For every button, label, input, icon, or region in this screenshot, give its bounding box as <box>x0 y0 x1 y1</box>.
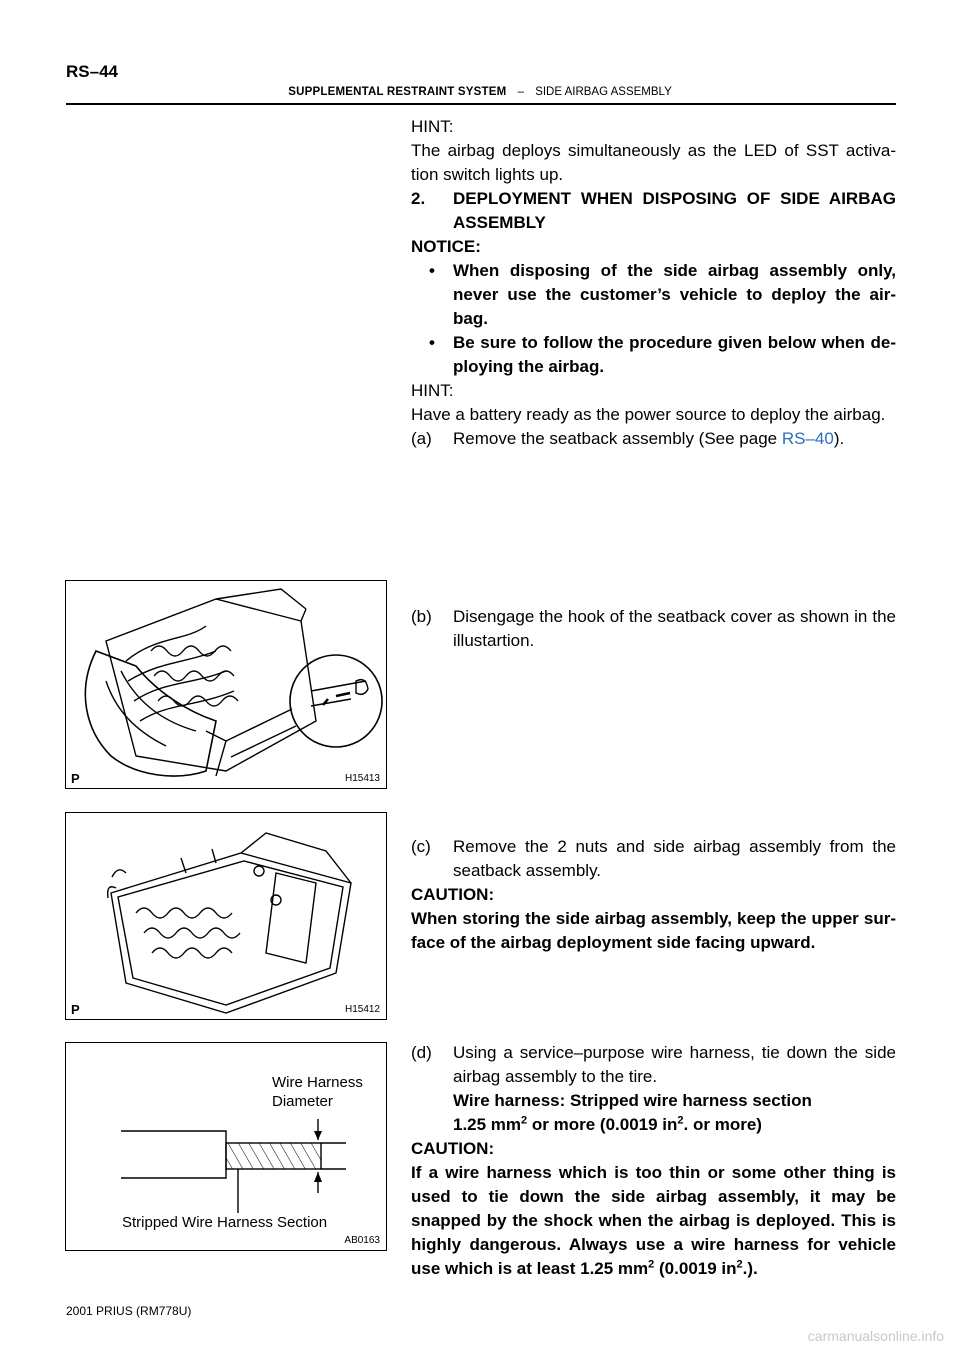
diameter-label-line2: Diameter <box>272 1093 333 1110</box>
intro-block <box>411 115 896 451</box>
caution-label: CAUTION: <box>411 1139 495 1158</box>
header-separator: – <box>517 86 524 98</box>
figure-code: H15413 <box>344 773 380 784</box>
figure-seatback-frame-nuts <box>65 812 387 1020</box>
step-d-body <box>453 1041 896 1137</box>
seatback-frame-illustration <box>66 813 386 1018</box>
spec-value: or more (0.0019 in <box>527 1115 678 1134</box>
notice-item-text: When disposing of the side airbag assembly only, never use the customer’s vehicle to deploy the air- bag. <box>453 261 896 328</box>
seatback-cover-illustration <box>66 581 386 787</box>
notice-item-text: Be sure to follow the procedure given below when de- ploying the airbag. <box>453 333 896 376</box>
step-b-number: (b) <box>411 607 432 626</box>
spec-line-1: Wire harness: Stripped wire harness section <box>453 1091 812 1110</box>
figure-code: AB0163 <box>344 1235 380 1246</box>
step-2 <box>411 187 896 235</box>
figure-seatback-cover-hook <box>65 580 387 789</box>
spec-value: 1.25 mm <box>453 1115 522 1134</box>
caution-text-part: (0.0019 in <box>654 1259 737 1278</box>
hint-label: HINT: <box>411 117 454 136</box>
section-title: SUPPLEMENTAL RESTRAINT SYSTEM <box>288 86 507 98</box>
header-rule <box>66 103 896 105</box>
diameter-label-line1: Wire Harness <box>272 1074 363 1091</box>
caution-sup: 2 <box>648 1258 655 1271</box>
notice-item-2 <box>411 331 896 379</box>
diameter-label <box>272 1073 363 1111</box>
spec-sup: 2 <box>677 1114 684 1127</box>
step-a-number: (a) <box>411 429 432 448</box>
notice-item-1 <box>411 259 896 331</box>
bullet-icon: • <box>429 333 435 352</box>
page-link-rs40[interactable]: RS–40 <box>781 429 834 448</box>
step-2-text: DEPLOYMENT WHEN DISPOSING OF SIDE AIRBAG ASSEMBLY <box>453 189 896 232</box>
caution-text-part: .). <box>742 1259 758 1278</box>
hint2-label: HINT: <box>411 381 454 400</box>
step-c-number: (c) <box>411 837 431 856</box>
page-number: RS–44 <box>66 62 118 81</box>
step-2-number: 2. <box>411 189 426 208</box>
step-c-text: Remove the 2 nuts and side airbag assembly from the seatback assembly. <box>453 837 896 880</box>
figure-wire-harness-section <box>65 1042 387 1251</box>
caution-label: CAUTION: <box>411 885 495 904</box>
caution-text-part: If a wire harness which is too thin or some other thing is used to tie down the side airbag assembly, it may be snapped by the shock when the airbag is deployed. This is highly dangerous. Always use a wire harness for vehicle use which is at least 1.25 mm <box>411 1163 896 1278</box>
caution-text: When storing the side airbag assembly, keep the upper sur- face of the airbag deployment side facing upward. <box>411 909 896 952</box>
step-c <box>411 835 896 955</box>
footer-model: 2001 PRIUS (RM778U) <box>66 1304 192 1318</box>
step-b-text: Disengage the hook of the seatback cover as shown in the illustartion. <box>453 607 896 650</box>
figure-marker: P <box>71 1002 80 1017</box>
step-a-end: ). <box>833 429 845 448</box>
caution-sup: 2 <box>736 1258 743 1271</box>
subsection-title: SIDE AIRBAG ASSEMBLY <box>535 86 672 98</box>
bullet-icon: • <box>429 261 435 280</box>
step-d-number: (d) <box>411 1043 432 1062</box>
spec-value: . or more) <box>683 1115 762 1134</box>
hint-text: The airbag deploys simultaneously as the LED of SST activa- tion switch lights up. <box>411 141 896 184</box>
notice-label: NOTICE: <box>411 237 481 256</box>
figure-marker: P <box>71 771 80 786</box>
step-d <box>411 1041 896 1281</box>
spec-line-2 <box>453 1113 896 1137</box>
step-d-text: Using a service–purpose wire harness, tie down the side airbag assembly to the tire. <box>453 1043 896 1086</box>
running-header <box>0 86 960 98</box>
step-a <box>411 427 896 451</box>
step-b <box>411 605 896 653</box>
spec-sup: 2 <box>521 1114 528 1127</box>
section-label: Stripped Wire Harness Section <box>122 1214 328 1231</box>
step-a-body <box>453 427 896 451</box>
step-a-text: Remove the seatback assembly (See page <box>453 429 782 448</box>
figure-code: H15412 <box>344 1004 380 1015</box>
hint2-text: Have a battery ready as the power source to deploy the airbag. <box>411 405 886 424</box>
watermark: carmanualsonline.info <box>807 1328 944 1344</box>
caution-text <box>411 1161 896 1281</box>
